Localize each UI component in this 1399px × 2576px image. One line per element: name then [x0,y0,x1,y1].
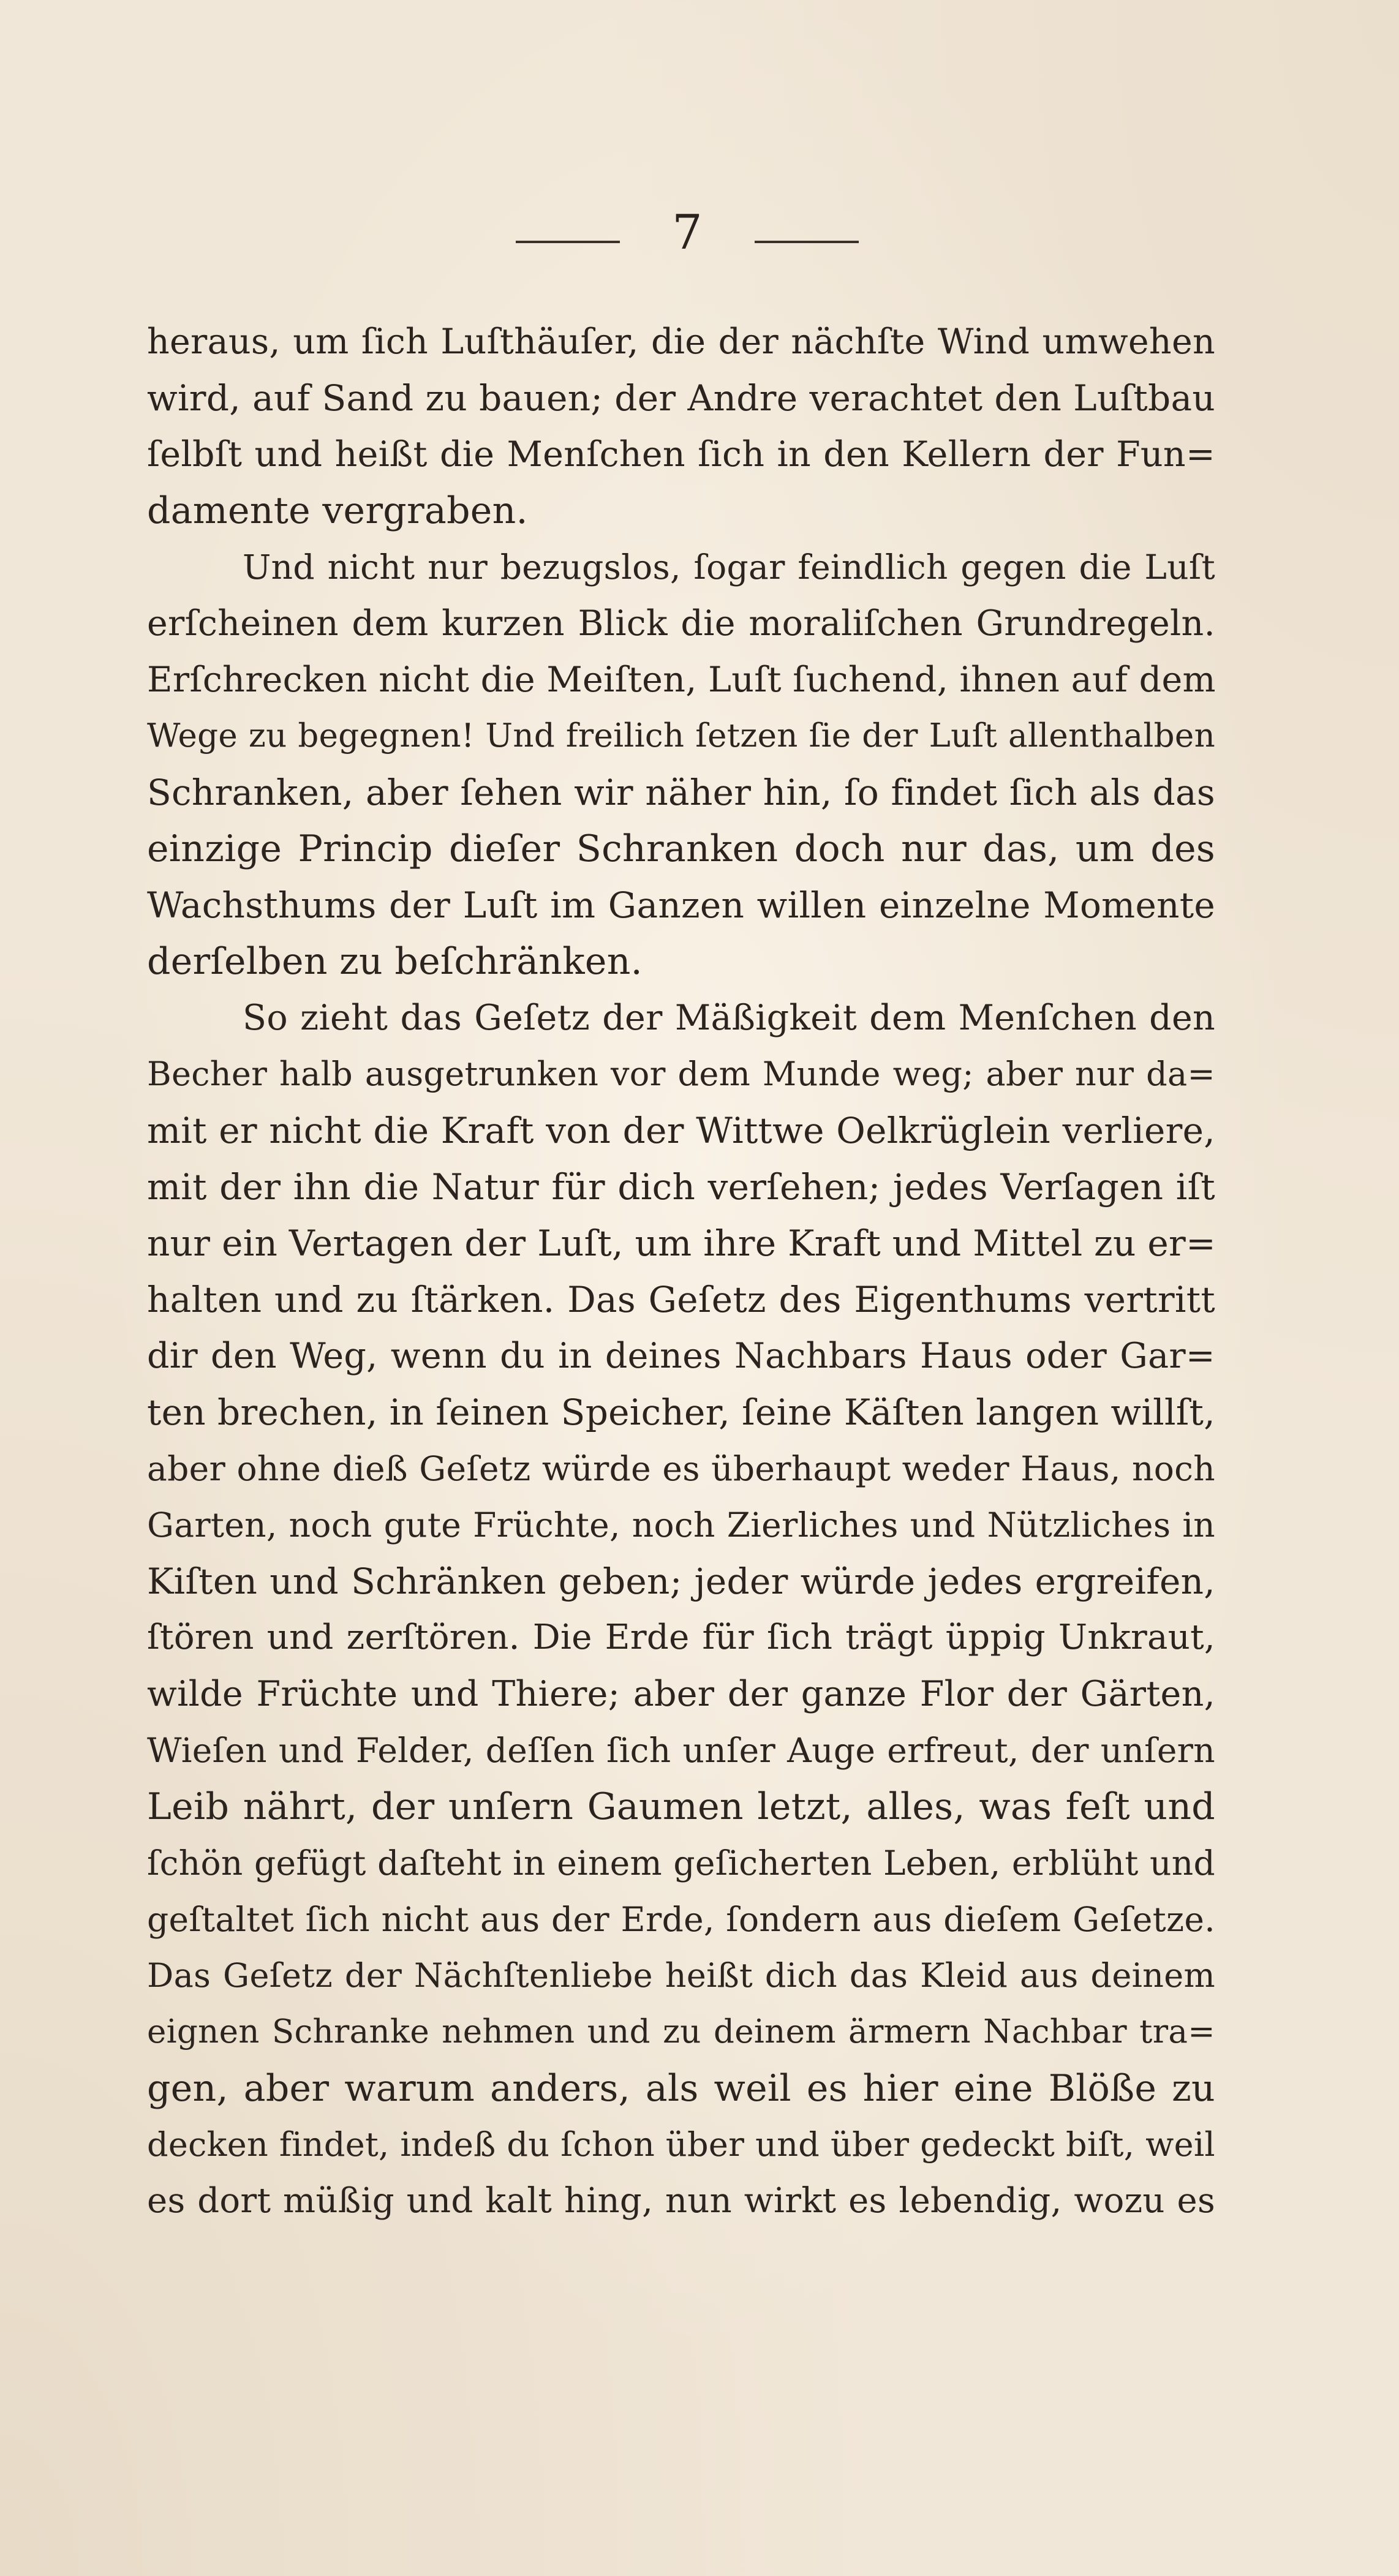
text-line: damente vergraben. [147,489,528,532]
text-line: Kiſten und Schränken geben; jeder würde jedes ergreifen, [147,1561,1215,1602]
text-line: decken findet, indeß du ſchon über und über gedeckt biſt, weil [147,2125,1215,2164]
text-line: Schranken, aber ſehen wir näher hin, ſo findet ſich als das [147,772,1215,813]
text-line: Und nicht nur bezugslos, ſogar feindlich gegen die Luſt [243,548,1215,587]
text-line: ten brechen, in ſeinen Speicher, ſeine Käſten langen willſt, [147,1392,1215,1433]
text-line: Wieſen und Felder, deſſen ſich unſer Auge erfreut, der unſern [147,1731,1215,1770]
page-header [0,202,1399,263]
text-line: wird, auf Sand zu bauen; der Andre verachtet den Luſtbau [147,377,1215,419]
text-line: eignen Schranke nehmen und zu deinem ärmern Nachbar tra= [147,2013,1215,2051]
text-line: geſtaltet ſich nicht aus der Erde, ſondern aus dieſem Geſetze. [147,1900,1215,1939]
page-number: 7 [672,205,703,260]
text-line: es dort müßig und kalt hing, nun wirkt es lebendig, wozu es [147,2181,1215,2221]
text-line: derſelben zu beſchränken. [147,940,643,983]
text-line: ſchön gefügt daſteht in einem geſicherten Leben, erblüht und [147,1843,1215,1883]
text-line: Das Geſetz der Nächſtenliebe heißt dich das Kleid aus deinem [147,1956,1215,1995]
text-line: aber ohne dieß Geſetz würde es überhaupt weder Haus, noch [147,1449,1215,1488]
body-text [147,314,1215,2229]
text-line: Wege zu begegnen! Und freilich ſetzen ſie der Luſt allenthalben [147,717,1215,755]
text-line: einzige Princip dieſer Schranken doch nur das, um des [147,827,1215,870]
text-line: Garten, noch gute Früchte, noch Zierliches und Nützliches in [147,1505,1215,1545]
header-rule-right [755,241,859,243]
header-rule-left [516,241,620,243]
text-line: ſtören und zerſtören. Die Erde für ſich trägt üppig Unkraut, [147,1618,1215,1657]
text-line: Wachsthums der Luſt im Ganzen willen einzelne Momente [147,884,1215,926]
text-line: Erſchrecken nicht die Meiſten, Luſt ſuchend, ihnen auf dem [147,660,1216,700]
text-line: So zieht das Geſetz der Mäßigkeit dem Menſchen den [243,998,1215,1038]
text-line: Becher halb ausgetrunken vor dem Munde weg; aber nur da= [147,1055,1215,1093]
text-line: gen, aber warum anders, als weil es hier eine Blöße zu [147,2067,1215,2110]
text-line: ſelbſt und heißt die Menſchen ſich in den Kellern der Fun= [147,434,1215,475]
text-line: erſcheinen dem kurzen Blick die moraliſchen Grundregeln. [147,603,1215,644]
text-line: wilde Früchte und Thiere; aber der ganze Flor der Gärten, [147,1674,1215,1714]
text-line: mit der ihn die Natur für dich verſehen; jedes Verſagen iſt [147,1166,1215,1208]
text-line: halten und zu ſtärken. Das Geſetz des Eigenthums vertritt [147,1279,1215,1320]
text-line: mit er nicht die Kraft von der Wittwe Oelkrüglein verliere, [147,1110,1215,1151]
text-line: dir den Weg, wenn du in deines Nachbars Haus oder Gar= [147,1336,1215,1376]
text-line: heraus, um ſich Luſthäuſer, die der nächſte Wind umwehen [147,322,1215,362]
text-line: nur ein Vertagen der Luſt, um ihre Kraft und Mittel zu er= [147,1222,1216,1264]
text-line: Leib nährt, der unſern Gaumen letzt, alles, was feſt und [147,1785,1215,1828]
